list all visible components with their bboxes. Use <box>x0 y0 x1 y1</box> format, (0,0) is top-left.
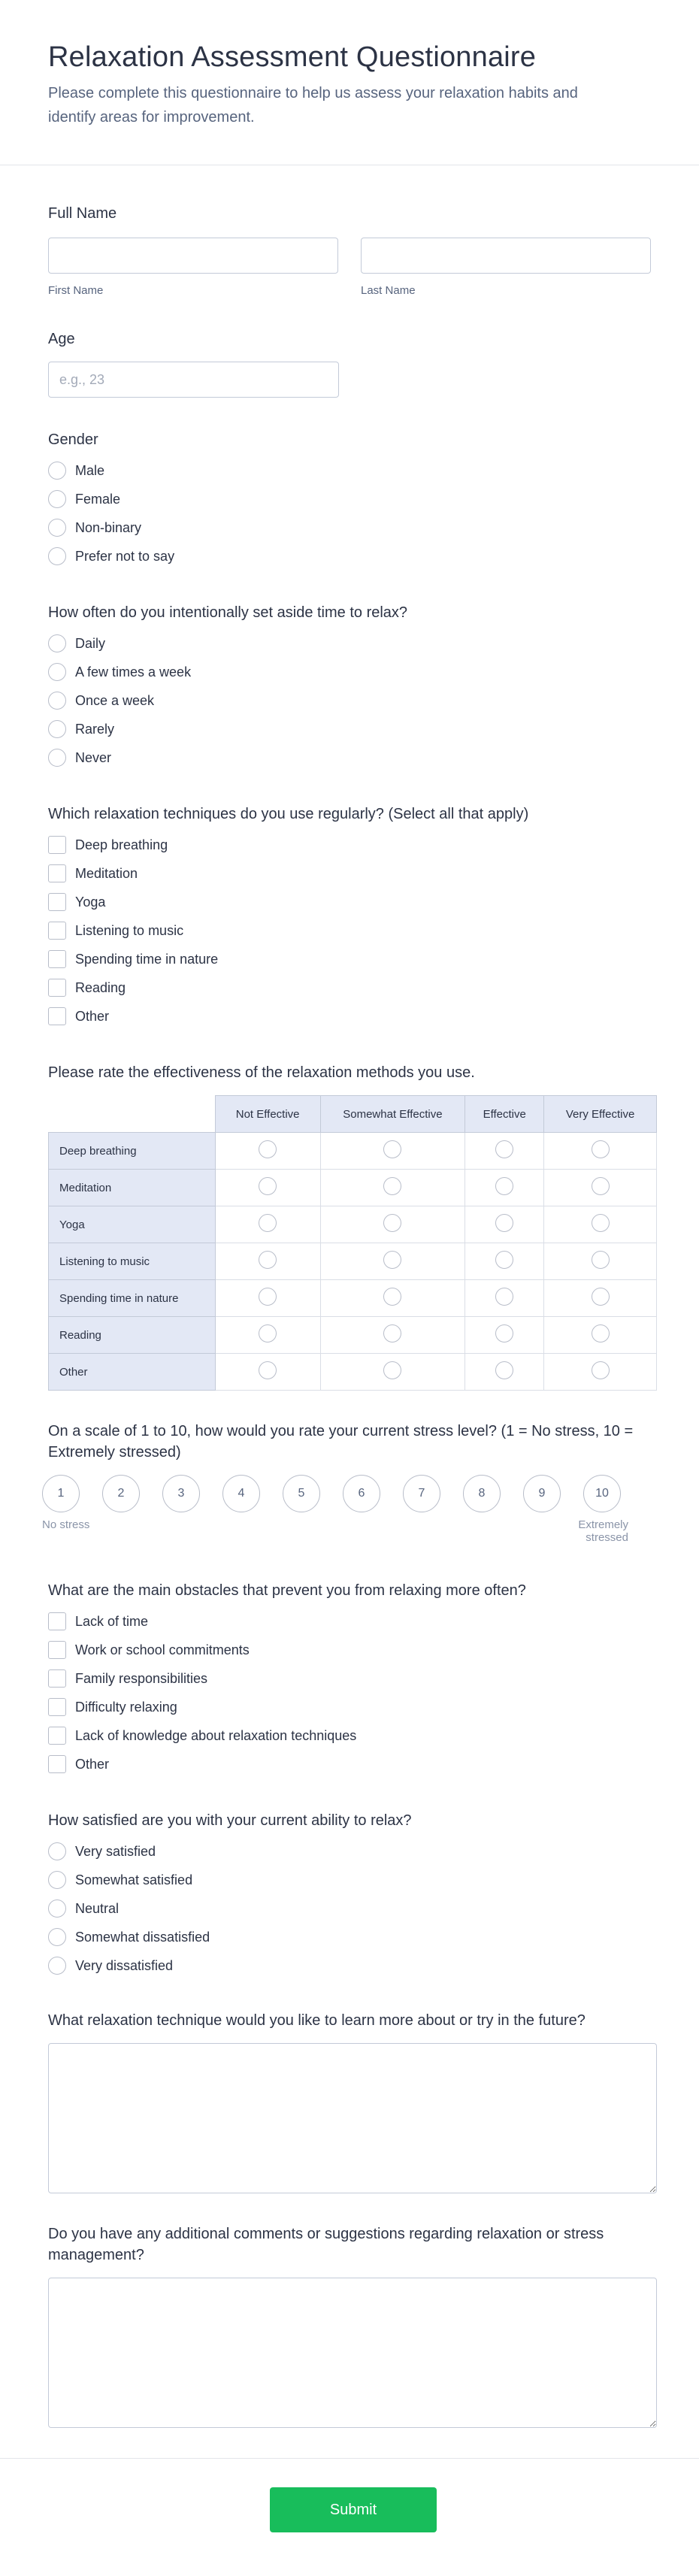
option-label: Lack of time <box>75 1613 149 1629</box>
frequency-label: How often do you intentionally set aside time to relax? <box>48 604 408 621</box>
option-label: A few times a week <box>75 664 192 680</box>
last-name-sublabel: Last Name <box>361 284 416 297</box>
checkbox[interactable] <box>48 1669 66 1688</box>
age-input[interactable] <box>48 362 339 398</box>
radio-button[interactable] <box>495 1177 513 1195</box>
radio-button[interactable] <box>48 1842 66 1860</box>
checkbox[interactable] <box>48 979 66 997</box>
radio-button[interactable] <box>48 1871 66 1889</box>
checkbox[interactable] <box>48 950 66 968</box>
checkbox[interactable] <box>48 864 66 882</box>
frequency-option[interactable] <box>48 743 651 772</box>
matrix-row-label: Meditation <box>49 1170 216 1206</box>
scale-min-label: No stress <box>42 1518 90 1531</box>
matrix-row <box>49 1170 657 1206</box>
form-description: Please complete this questionnaire to help us assess your relaxation habits and identify areas for improvement. <box>48 85 578 126</box>
radio-button[interactable] <box>259 1361 277 1379</box>
matrix-cell[interactable] <box>215 1133 320 1170</box>
scale-option[interactable]: 7 <box>403 1475 440 1512</box>
matrix-cell[interactable] <box>320 1280 465 1317</box>
radio-button[interactable] <box>495 1288 513 1306</box>
option-label: Very satisfied <box>75 1843 156 1859</box>
comments-question <box>48 2223 651 2428</box>
matrix-column-header: Effective <box>465 1096 544 1133</box>
obstacle-option[interactable] <box>48 1693 651 1721</box>
obstacles-question <box>48 1580 651 1778</box>
satisfaction-option[interactable] <box>48 1923 651 1951</box>
matrix-cell[interactable] <box>465 1243 544 1280</box>
checkbox[interactable] <box>48 1698 66 1716</box>
scale-option[interactable]: 4 <box>222 1475 260 1512</box>
checkbox[interactable] <box>48 1007 66 1025</box>
matrix-cell[interactable] <box>215 1317 320 1354</box>
first-name-sublabel: First Name <box>48 284 104 297</box>
radio-button[interactable] <box>495 1214 513 1232</box>
matrix-column-header: Very Effective <box>544 1096 657 1133</box>
radio-button[interactable] <box>383 1177 401 1195</box>
option-label: Neutral <box>75 1900 120 1916</box>
scale-option[interactable]: 8 <box>463 1475 501 1512</box>
radio-button[interactable] <box>592 1361 610 1379</box>
radio-button[interactable] <box>383 1251 401 1269</box>
scale-option[interactable]: 5 <box>283 1475 320 1512</box>
matrix-cell[interactable] <box>215 1206 320 1243</box>
age-question <box>48 328 651 398</box>
option-label: Meditation <box>75 865 138 881</box>
option-label: Other <box>75 1008 110 1024</box>
stress-scale <box>42 1475 651 1512</box>
gender-question <box>48 429 651 571</box>
checkbox[interactable] <box>48 893 66 911</box>
matrix-row-label: Yoga <box>49 1206 216 1243</box>
checkbox[interactable] <box>48 836 66 854</box>
option-label: Female <box>75 491 121 507</box>
matrix-corner <box>49 1096 216 1133</box>
matrix-cell[interactable] <box>320 1170 465 1206</box>
matrix-row <box>49 1354 657 1391</box>
obstacle-option[interactable] <box>48 1664 651 1693</box>
scale-labels <box>42 1518 651 1548</box>
form-body <box>0 203 699 2428</box>
option-label: Prefer not to say <box>75 548 175 564</box>
radio-button[interactable] <box>48 634 66 652</box>
matrix-cell[interactable] <box>215 1280 320 1317</box>
scale-option[interactable]: 10 <box>583 1475 621 1512</box>
matrix-question <box>48 1062 651 1391</box>
matrix-cell[interactable] <box>320 1354 465 1391</box>
option-label: Non-binary <box>75 519 142 535</box>
option-label: Difficulty relaxing <box>75 1699 177 1715</box>
satisfaction-option[interactable] <box>48 1894 651 1923</box>
radio-button[interactable] <box>383 1361 401 1379</box>
option-label: Family responsibilities <box>75 1670 208 1686</box>
frequency-question <box>48 602 651 772</box>
techniques-question <box>48 804 651 1031</box>
comments-textarea[interactable] <box>48 2278 657 2428</box>
option-label: Once a week <box>75 692 155 708</box>
option-label: Very dissatisfied <box>75 1957 174 1973</box>
obstacle-option[interactable] <box>48 1721 651 1750</box>
stress-scale-question <box>42 1421 651 1548</box>
matrix-cell[interactable] <box>465 1354 544 1391</box>
scale-option[interactable]: 6 <box>343 1475 380 1512</box>
radio-button[interactable] <box>383 1140 401 1158</box>
checkbox[interactable] <box>48 1612 66 1630</box>
radio-button[interactable] <box>592 1324 610 1342</box>
matrix-row-label: Spending time in nature <box>49 1280 216 1317</box>
comments-label: Do you have any additional comments or suggestions regarding relaxation or stress management? <box>48 2226 604 2263</box>
last-name-input[interactable] <box>361 238 651 274</box>
technique-option[interactable] <box>48 1002 651 1031</box>
future-technique-question <box>48 2010 651 2193</box>
radio-button[interactable] <box>592 1214 610 1232</box>
gender-option[interactable] <box>48 513 651 542</box>
technique-option[interactable] <box>48 831 651 859</box>
radio-button[interactable] <box>259 1251 277 1269</box>
checkbox[interactable] <box>48 1755 66 1773</box>
scale-option[interactable]: 9 <box>523 1475 561 1512</box>
frequency-option[interactable] <box>48 686 651 715</box>
radio-button[interactable] <box>259 1288 277 1306</box>
radio-button[interactable] <box>48 1957 66 1975</box>
frequency-option[interactable] <box>48 629 651 658</box>
matrix-row <box>49 1280 657 1317</box>
radio-button[interactable] <box>48 692 66 710</box>
effectiveness-matrix <box>48 1095 657 1391</box>
option-label: Never <box>75 749 112 765</box>
future-technique-label: What relaxation technique would you like to learn more about or try in the future? <box>48 2012 586 2029</box>
matrix-row-label: Listening to music <box>49 1243 216 1280</box>
option-label: Somewhat satisfied <box>75 1872 193 1887</box>
matrix-row <box>49 1206 657 1243</box>
gender-option[interactable] <box>48 542 651 571</box>
matrix-cell[interactable] <box>465 1206 544 1243</box>
radio-button[interactable] <box>48 519 66 537</box>
matrix-cell[interactable] <box>465 1133 544 1170</box>
matrix-label: Please rate the effectiveness of the relaxation methods you use. <box>48 1064 475 1081</box>
satisfaction-option[interactable] <box>48 1837 651 1866</box>
satisfaction-option[interactable] <box>48 1866 651 1894</box>
matrix-row <box>49 1317 657 1354</box>
matrix-row-label: Reading <box>49 1317 216 1354</box>
matrix-row-label: Deep breathing <box>49 1133 216 1170</box>
obstacle-option[interactable] <box>48 1636 651 1664</box>
matrix-cell[interactable] <box>320 1206 465 1243</box>
gender-option[interactable] <box>48 485 651 513</box>
technique-option[interactable] <box>48 916 651 945</box>
matrix-column-header: Somewhat Effective <box>320 1096 465 1133</box>
radio-button[interactable] <box>592 1177 610 1195</box>
option-label: Listening to music <box>75 922 184 938</box>
matrix-cell[interactable] <box>544 1317 657 1354</box>
option-label: Work or school commitments <box>75 1642 250 1657</box>
obstacles-label: What are the main obstacles that prevent you from relaxing more often? <box>48 1582 526 1599</box>
matrix-cell[interactable] <box>544 1280 657 1317</box>
matrix-cell[interactable] <box>215 1354 320 1391</box>
techniques-label: Which relaxation techniques do you use regularly? (Select all that apply) <box>48 806 529 822</box>
scale-option[interactable]: 2 <box>102 1475 140 1512</box>
radio-button[interactable] <box>383 1324 401 1342</box>
form-header <box>0 0 699 165</box>
radio-button[interactable] <box>383 1288 401 1306</box>
matrix-row <box>49 1243 657 1280</box>
matrix-row <box>49 1133 657 1170</box>
checkbox[interactable] <box>48 922 66 940</box>
matrix-cell[interactable] <box>544 1206 657 1243</box>
radio-button[interactable] <box>48 1899 66 1918</box>
checkbox[interactable] <box>48 1727 66 1745</box>
technique-option[interactable] <box>48 945 651 973</box>
radio-button[interactable] <box>259 1214 277 1232</box>
age-placeholder: e.g., 23 <box>59 371 105 387</box>
technique-option[interactable] <box>48 973 651 1002</box>
matrix-cell[interactable] <box>320 1317 465 1354</box>
option-label: Daily <box>75 635 106 651</box>
radio-button[interactable] <box>259 1324 277 1342</box>
future-technique-textarea[interactable] <box>48 2043 657 2193</box>
option-label: Male <box>75 462 105 478</box>
scale-option[interactable]: 1 <box>42 1475 80 1512</box>
technique-option[interactable] <box>48 888 651 916</box>
matrix-cell[interactable] <box>320 1133 465 1170</box>
scale-option[interactable]: 3 <box>162 1475 200 1512</box>
matrix-cell[interactable] <box>215 1243 320 1280</box>
radio-button[interactable] <box>495 1324 513 1342</box>
radio-button[interactable] <box>48 462 66 480</box>
matrix-cell[interactable] <box>465 1317 544 1354</box>
matrix-cell[interactable] <box>544 1354 657 1391</box>
checkbox[interactable] <box>48 1641 66 1659</box>
satisfaction-question <box>48 1810 651 1980</box>
scale-max-label: Extremely stressed <box>578 1518 628 1544</box>
radio-button[interactable] <box>495 1361 513 1379</box>
matrix-cell[interactable] <box>215 1170 320 1206</box>
matrix-cell[interactable] <box>320 1243 465 1280</box>
radio-button[interactable] <box>592 1251 610 1269</box>
radio-button[interactable] <box>48 720 66 738</box>
option-label: Reading <box>75 979 126 995</box>
option-label: Lack of knowledge about relaxation techniques <box>75 1727 357 1743</box>
radio-button[interactable] <box>48 490 66 508</box>
stress-scale-label: On a scale of 1 to 10, how would you rate your current stress level? (1 = No stress, 10 = Extremely stressed) <box>48 1423 634 1461</box>
radio-button[interactable] <box>48 1928 66 1946</box>
frequency-option[interactable] <box>48 658 651 686</box>
submit-button[interactable]: Submit <box>270 2487 437 2532</box>
option-label: Spending time in nature <box>75 951 219 967</box>
matrix-row-label: Other <box>49 1354 216 1391</box>
radio-button[interactable] <box>495 1140 513 1158</box>
obstacle-option[interactable] <box>48 1607 651 1636</box>
full-name-label: Full Name <box>48 205 117 222</box>
form-title: Relaxation Assessment Questionnaire <box>48 41 537 73</box>
radio-button[interactable] <box>383 1214 401 1232</box>
radio-button[interactable] <box>48 547 66 565</box>
radio-button[interactable] <box>495 1251 513 1269</box>
option-label: Other <box>75 1756 110 1772</box>
age-label: Age <box>48 331 75 347</box>
matrix-cell[interactable] <box>544 1243 657 1280</box>
matrix-column-header: Not Effective <box>215 1096 320 1133</box>
first-name-input[interactable] <box>48 238 338 274</box>
satisfaction-option[interactable] <box>48 1951 651 1980</box>
radio-button[interactable] <box>259 1140 277 1158</box>
option-label: Rarely <box>75 721 115 737</box>
radio-button[interactable] <box>259 1177 277 1195</box>
frequency-option[interactable] <box>48 715 651 743</box>
radio-button[interactable] <box>48 749 66 767</box>
matrix-cell[interactable] <box>465 1280 544 1317</box>
full-name-question <box>48 203 651 297</box>
gender-label: Gender <box>48 431 98 448</box>
matrix-cell[interactable] <box>544 1170 657 1206</box>
satisfaction-label: How satisfied are you with your current ability to relax? <box>48 1812 412 1829</box>
technique-option[interactable] <box>48 859 651 888</box>
obstacle-option[interactable] <box>48 1750 651 1778</box>
radio-button[interactable] <box>592 1288 610 1306</box>
option-label: Deep breathing <box>75 837 168 852</box>
matrix-cell[interactable] <box>544 1133 657 1170</box>
radio-button[interactable] <box>48 663 66 681</box>
gender-option[interactable] <box>48 456 651 485</box>
matrix-cell[interactable] <box>465 1170 544 1206</box>
form-footer <box>0 2458 699 2576</box>
radio-button[interactable] <box>592 1140 610 1158</box>
option-label: Somewhat dissatisfied <box>75 1929 210 1945</box>
option-label: Yoga <box>75 894 106 910</box>
